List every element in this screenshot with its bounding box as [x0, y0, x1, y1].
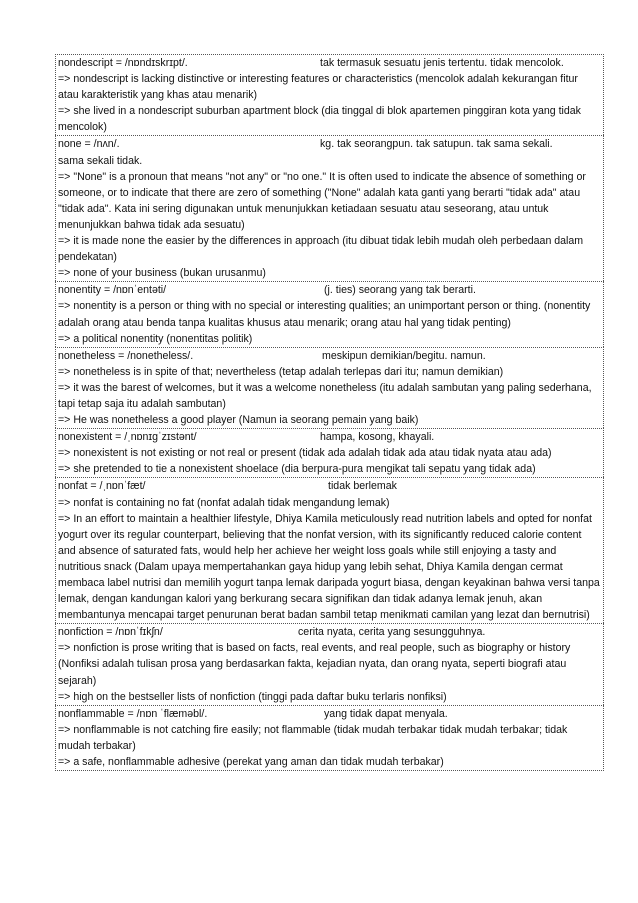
- entry-line: => nonfiction is prose writing that is based on facts, real events, and real people, such as biography or history (Nonfiksi adalah tulisan prosa yang berdasarkan fakta, kejadian nyata, dan orang nyata, seperti biografi atau sejarah): [58, 642, 571, 687]
- entry-term: nonexistent = /ˌnɒnɪɡˈzɪstənt/: [58, 431, 197, 444]
- entry-line: => nonfat is containing no fat (nonfat adalah tidak mengandung lemak): [58, 496, 390, 509]
- entry-nonfiction: [55, 623, 604, 704]
- entry-line: => none of your business (bukan urusanmu): [58, 267, 266, 280]
- entry-header: [58, 348, 601, 364]
- entry-line: => nonetheless is in spite of that; nevertheless (tetap adalah terlepas dari itu; namun demikian): [58, 365, 504, 378]
- entry-meaning: yang tidak dapat menyala.: [324, 707, 448, 720]
- dictionary-page: [55, 54, 604, 771]
- entry-header: [58, 282, 601, 298]
- entry-meaning: tak termasuk sesuatu jenis tertentu. tidak mencolok.: [320, 57, 564, 69]
- entry-header: [58, 55, 601, 71]
- entry-meaning: (j. ties) seorang yang tak berarti.: [324, 284, 476, 297]
- entry-term: nonflammable = /nɒn ˈflæməbl/.: [58, 707, 208, 720]
- entry-line: sama sekali tidak.: [58, 154, 143, 167]
- entry-nonexistent: [55, 428, 604, 477]
- entry-term: nonentity = /nɒnˈentəti/: [58, 284, 167, 297]
- entry-term: none = /nʌn/.: [58, 138, 120, 151]
- entry-line: => nondescript is lacking distinctive or interesting features or characteristics (mencolok adalah kekurangan fitur atau karakteristik yang khas atau menarik): [58, 73, 578, 102]
- entry-line: => In an effort to maintain a healthier lifestyle, Dhiya Kamila meticulously read nutrition labels and opted for nonfat yogurt over its regular counterpart, believing that the nonfat version, with its significantly reduced calorie content and absence of saturated fats, would help her achieve her weight loss goals while still enjoying a tasty and nutritious snack (Dalam upaya mempertahankan gaya hidup yang lebih sehat, Dhiya Kamila dengan cermat membaca label nutrisi dan memilih yogurt tanpa lemak daripada yogurt biasa, dengan keyakinan bahwa versi tanpa lemak, dengan kandungan kalori yang berkurang secara signifikan dan tidak adanya lemak jenuh, akan membantunya mencapai target penurunan berat badan sambil tetap menikmati camilan yang lezat dan bernutrisi): [58, 512, 600, 622]
- entry-line: => "None" is a pronoun that means "not any" or "no one." It is often used to indicate the absence of something or someone, or to indicate that there are zero of something ("None" adalah kata ganti yang berarti "tidak ada" atau "tidak ada". Kata ini sering digunakan untuk menunjukkan ketiadaan sesuatu atau seseorang, atau untuk menunjukkan bahwa tidak ada sesuatu): [58, 170, 586, 231]
- entry-nonflammable: [55, 705, 604, 771]
- entry-meaning: kg. tak seorangpun. tak satupun. tak sama sekali.: [320, 138, 553, 151]
- entry-nonetheless: [55, 347, 604, 428]
- entry-line: => she lived in a nondescript suburban apartment block (dia tinggal di blok apartemen pinggiran kota yang tidak mencolok): [58, 105, 581, 134]
- entry-meaning: meskipun demikian/begitu. namun.: [322, 349, 486, 362]
- entry-line: => a safe, nonflammable adhesive (perekat yang aman dan tidak mudah terbakar): [58, 756, 444, 769]
- entry-line: => she pretended to tie a nonexistent shoelace (dia berpura-pura mengikat tali sepatu yang tidak ada): [58, 463, 536, 476]
- entry-term: nonfat = /ˌnɒnˈfæt/: [58, 480, 146, 493]
- entry-line: => nonflammable is not catching fire easily; not flammable (tidak mudah terbakar tidak mudah terbakar; tidak mudah terbakar): [58, 723, 568, 752]
- entry-header: [58, 624, 601, 640]
- entry-term: nondescript = /nɒndɪskrɪpt/.: [58, 57, 188, 69]
- entry-line: => it was the barest of welcomes, but it was a welcome nonetheless (itu adalah sambutan yang paling sederhana, tapi tetap saja itu adalah sambutan): [58, 381, 592, 410]
- entry-meaning: tidak berlemak: [328, 480, 397, 493]
- entry-line: => nonexistent is not existing or not real or present (tidak ada adalah tidak ada atau tidak nyata atau ada): [58, 447, 552, 460]
- entry-term: nonetheless = /nonetheless/.: [58, 349, 194, 362]
- entry-header: [58, 706, 601, 722]
- entry-header: [58, 478, 601, 494]
- entry-term: nonfiction = /nɒnˈfɪkʃn/: [58, 626, 163, 639]
- entry-line: => nonentity is a person or thing with no special or interesting qualities; an unimportant person or thing. (nonentity adalah orang atau benda tanpa kualitas khusus atau menarik; orang atau hal yang tidak penting): [58, 300, 591, 329]
- entry-line: => high on the bestseller lists of nonfiction (tinggi pada daftar buku terlaris nonfiksi): [58, 690, 447, 703]
- entry-header: [58, 136, 601, 152]
- entry-nonentity: [55, 281, 604, 346]
- entry-meaning: cerita nyata, cerita yang sesungguhnya.: [298, 626, 486, 639]
- entry-line: => He was nonetheless a good player (Namun ia seorang pemain yang baik): [58, 414, 419, 427]
- entry-nondescript: [55, 54, 604, 135]
- entry-nonfat: [55, 477, 604, 623]
- entry-none: [55, 135, 604, 281]
- entry-meaning: hampa, kosong, khayali.: [320, 431, 435, 444]
- entry-line: => a political nonentity (nonentitas politik): [58, 332, 253, 345]
- entry-line: => it is made none the easier by the differences in approach (itu dibuat tidak lebih mudah oleh perbedaan dalam pendekatan): [58, 235, 584, 264]
- entry-header: [58, 429, 601, 445]
